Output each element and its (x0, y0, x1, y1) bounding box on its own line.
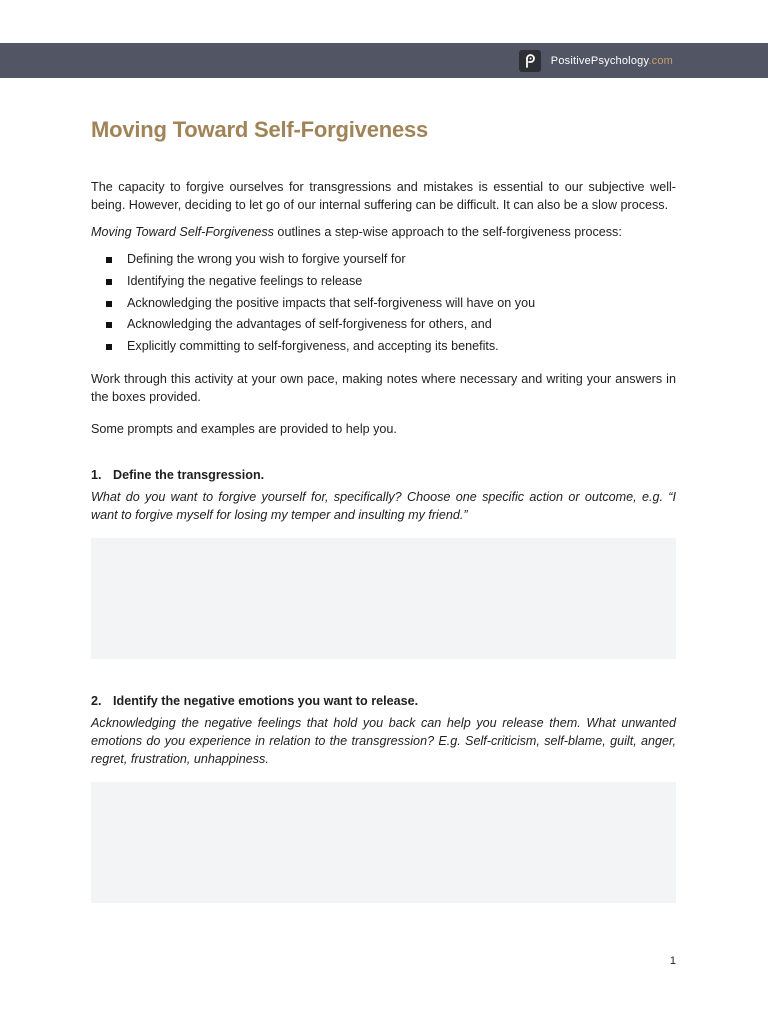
bullet-square-icon (106, 301, 112, 307)
bullet-square-icon (106, 322, 112, 328)
section-2-description: Acknowledging the negative feelings that hold you back can help you release them. What unwanted emotions do you experience in relation to the transgression? E.g. Self-criticism, self-blame, guilt, anger, regret, frustration, unhappiness. (91, 715, 676, 766)
outline-title: Moving Toward Self-Forgiveness (91, 225, 274, 239)
list-item (91, 271, 676, 293)
section-2-answer-box[interactable] (91, 782, 676, 903)
document-title: Moving Toward Self-Forgiveness (91, 117, 429, 142)
section-1-description: What do you want to forgive yourself for, specifically? Choose one specific action or outcome, e.g. “I want to forgive myself for losing my temper and insulting my friend.” (91, 489, 676, 522)
instructions-paragraph: Work through this activity at your own pace, making notes where necessary and writing your answers in the boxes provided. (91, 371, 676, 404)
section-heading-text: Define the transgression. (113, 467, 265, 482)
section-number: 2. (91, 693, 102, 708)
outline-paragraph (91, 223, 676, 241)
outline-text: outlines a step-wise approach to the self-forgiveness process: (273, 225, 622, 239)
section-1-answer-box[interactable] (91, 538, 676, 659)
header-band (0, 43, 768, 78)
brand-name: PositivePsychology.com (550, 55, 673, 67)
bullet-square-icon (106, 279, 112, 285)
list-item-text: Defining the wrong you wish to forgive yourself for (127, 252, 406, 266)
section-2-heading (91, 692, 676, 710)
positivepsychology-p-logo-icon (519, 50, 541, 72)
bullet-square-icon (106, 344, 112, 350)
list-item (91, 336, 676, 358)
list-item (91, 293, 676, 315)
list-item-text: Explicitly committing to self-forgiveness, and accepting its benefits. (127, 339, 499, 354)
section-heading-text: Identify the negative emotions you want to release. (113, 693, 419, 708)
bullet-square-icon (106, 257, 112, 263)
brand-tld: .com (648, 55, 673, 67)
intro-paragraph: The capacity to forgive ourselves for transgressions and mistakes is essential to our subjective well-being. However, deciding to let go of our internal suffering can be difficult. It can also be a slow process. (91, 180, 676, 212)
section-1-heading (91, 466, 676, 484)
list-item-text: Acknowledging the advantages of self-forgiveness for others, and (127, 317, 492, 332)
list-item (91, 314, 676, 336)
steps-list (91, 249, 676, 358)
section-number: 1. (91, 467, 102, 482)
prompts-paragraph: Some prompts and examples are provided to help you. (91, 421, 397, 436)
brand-logo[interactable] (519, 50, 673, 72)
list-item-text: Identifying the negative feelings to release (127, 273, 363, 288)
list-item-text: Acknowledging the positive impacts that self-forgiveness will have on you (127, 295, 536, 310)
list-item (91, 249, 676, 271)
document-body (91, 114, 676, 903)
page-number: 1 (669, 955, 676, 967)
